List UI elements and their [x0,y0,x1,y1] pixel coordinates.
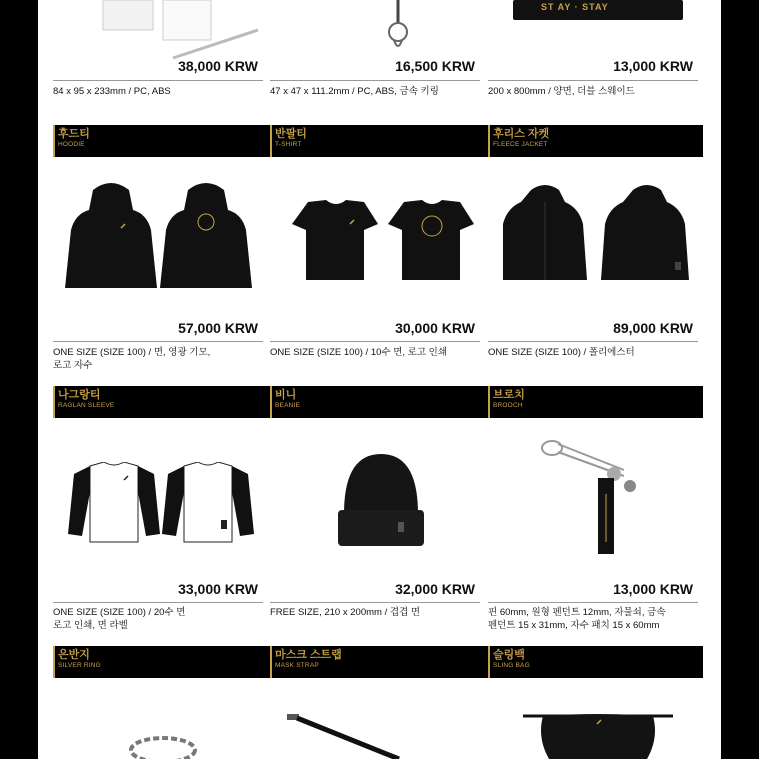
item-price: 16,500 KRW [395,58,475,74]
keyring-image [358,0,438,55]
category-label-hoodie: 후드티 HOODIE [53,125,90,157]
item-desc: 84 x 95 x 233mm / PC, ABS [53,86,171,97]
category-label-beanie: 비니 BEANIE [270,386,300,418]
item-desc: ONE SIZE (SIZE 100) / 20수 면 로고 인쇄, 면 라벨 [53,607,186,631]
item-price: 32,000 KRW [395,581,475,597]
item-price: 30,000 KRW [395,320,475,336]
tshirt-image [288,200,478,282]
category-header-bar [53,125,703,157]
item-desc: ONE SIZE (SIZE 100) / 10수 면, 로고 인쇄 [270,347,448,358]
category-header-bar [53,646,703,678]
item-price: 13,000 KRW [613,581,693,597]
item-desc: 핀 60mm, 원형 펜던트 12mm, 자물쇠, 금속 펜던트 15 x 31mm, 자수 패치 15 x 60mm [488,607,666,631]
raglan-image [66,462,256,544]
item-desc: 200 x 800mm / 양면, 더블 스웨이드 [488,86,635,97]
category-label-mask-strap: 마스크 스트랩 MASK STRAP [270,646,342,678]
item-price: 38,000 KRW [178,58,258,74]
fleece-jacket-image [503,184,703,284]
item-price: 57,000 KRW [178,320,258,336]
item-desc: 47 x 47 x 111.2mm / PC, ABS, 금속 키링 [270,86,439,97]
item-desc: ONE SIZE (SIZE 100) / 폴리에스터 [488,347,635,358]
silver-ring-image [123,728,203,759]
category-label-brooch: 브로치 BROOCH [488,386,525,418]
slogan-banner-image [513,0,683,20]
category-label-silver-ring: 은반지 SILVER RING [53,646,101,678]
category-label-sling-bag: 슬링백 SLING BAG [488,646,530,678]
beanie-image [336,452,426,548]
lightstick-box-image [93,0,263,60]
mask-strap-image [283,710,403,759]
brooch-image [538,436,648,558]
category-header-bar [53,386,703,418]
sling-bag-image [523,704,673,759]
item-desc: ONE SIZE (SIZE 100) / 면, 영광 기모, 로고 자수 [53,347,211,371]
slogan-banner-text: ST AY · STAY [541,2,609,12]
category-label-tshirt: 반팔티 T-SHIRT [270,125,307,157]
item-desc: FREE SIZE, 210 x 200mm / 겹겹 면 [270,607,421,618]
merch-catalog-sheet [38,0,721,759]
item-price: 33,000 KRW [178,581,258,597]
hoodie-image [63,182,253,294]
category-label-raglan: 나그랑티 RAGLAN SLEEVE [53,386,114,418]
item-price: 89,000 KRW [613,320,693,336]
category-label-fleece-jacket: 후리스 자켓 FLEECE JACKET [488,125,549,157]
item-price: 13,000 KRW [613,58,693,74]
